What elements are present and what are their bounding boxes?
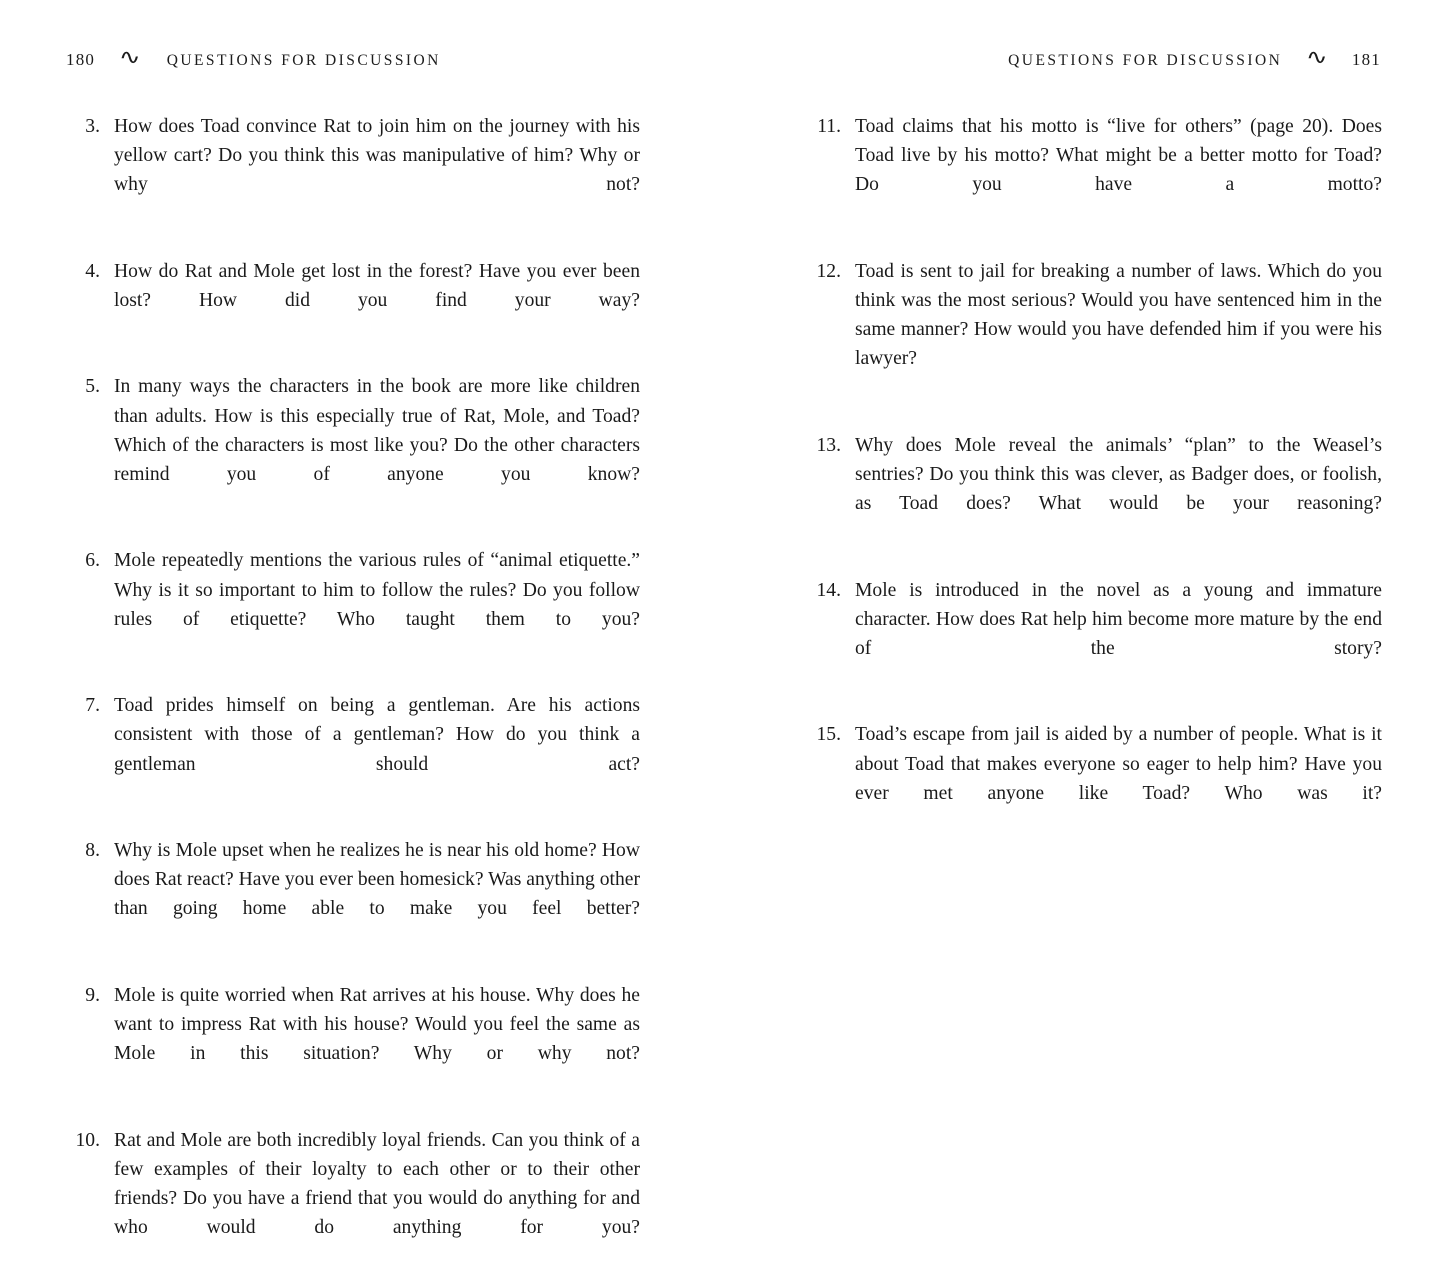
- question-number: 5.: [85, 376, 100, 398]
- page-column-verso: [64, 112, 640, 1272]
- list-item: [805, 112, 1382, 229]
- question-text: Toad is sent to jail for breaking a number of laws. Which do you think was the most serious? Would you have sentenced him in the same manner? How would you have defended him if you were his lawyer?: [855, 260, 1382, 370]
- question-list-verso: [64, 112, 640, 1272]
- list-item: [64, 1126, 640, 1272]
- question-text: Why is Mole upset when he realizes he is near his old home? How does Rat react? Have you ever been homesick? Was anything other than going home able to make you feel better?: [114, 840, 640, 920]
- list-item: [64, 372, 640, 518]
- question-number: 10.: [75, 1129, 100, 1151]
- list-item: [805, 720, 1382, 837]
- question-text: How does Toad convince Rat to join him on the journey with his yellow cart? Do you think this was manipulative of him? Why or why not?: [114, 116, 640, 196]
- list-item: [64, 257, 640, 345]
- question-text: Toad prides himself on being a gentleman. Are his actions consistent with those of a gentleman? How do you think a gentleman should act?: [114, 695, 640, 775]
- question-number: 14.: [816, 579, 841, 601]
- question-text: Why does Mole reveal the animals’ “plan” to the Weasel’s sentries? Do you think this was clever, as Badger does, or foolish, as Toad does? What would be your reasoning?: [855, 434, 1382, 515]
- folio-number-recto: 181: [1351, 50, 1381, 69]
- list-item: [805, 257, 1382, 403]
- question-number: 6.: [85, 550, 100, 572]
- question-number: 8.: [85, 840, 100, 862]
- running-head-title-recto: QUESTIONS FOR DISCUSSION: [1008, 52, 1283, 69]
- question-number: 7.: [85, 695, 100, 717]
- question-text: Toad claims that his motto is “live for others” (page 20). Does Toad live by his motto? What might be a better motto for Toad? Do you have a motto?: [855, 116, 1382, 196]
- question-text: Mole is introduced in the novel as a young and immature character. How does Rat help him become more mature by the end of the story?: [855, 579, 1382, 660]
- question-number: 15.: [816, 724, 841, 746]
- running-head-verso: [66, 45, 441, 69]
- question-text: In many ways the characters in the book are more like children than adults. How is this especially true of Rat, Mole, and Toad? Which of the characters is most like you? Do the other characters remind you of anyone you know?: [114, 376, 640, 486]
- question-text: How do Rat and Mole get lost in the forest? Have you ever been lost? How did you find your way?: [114, 260, 640, 312]
- question-text: Rat and Mole are both incredibly loyal friends. Can you think of a few examples of their loyalty to each other or to their other friends? Do you have a friend that you would do anything for and who would do anything for you?: [114, 1129, 640, 1239]
- swash-ornament-icon: ∿: [118, 45, 141, 69]
- running-head-title-verso: QUESTIONS FOR DISCUSSION: [166, 52, 441, 69]
- folio-number-verso: 180: [66, 50, 96, 69]
- list-item: [64, 691, 640, 808]
- question-text: Toad’s escape from jail is aided by a number of people. What is it about Toad that makes everyone so eager to help him? Have you ever met anyone like Toad? Who was it?: [855, 724, 1382, 804]
- list-item: [64, 981, 640, 1098]
- list-item: [64, 546, 640, 663]
- list-item: [64, 836, 640, 953]
- question-number: 12.: [816, 260, 841, 282]
- running-head-recto: [1008, 45, 1381, 69]
- swash-ornament-icon: ∿: [1306, 45, 1329, 69]
- question-number: 3.: [85, 116, 100, 137]
- question-number: 13.: [816, 434, 841, 456]
- question-text: Mole repeatedly mentions the various rules of “animal etiquette.” Why is it so important to him to follow the rules? Do you follow rules of etiquette? Who taught them to you?: [114, 550, 640, 630]
- list-item: [805, 431, 1382, 548]
- list-item: [805, 576, 1382, 693]
- page-column-recto: [805, 112, 1382, 837]
- question-number: 4.: [85, 260, 100, 282]
- question-text: Mole is quite worried when Rat arrives at his house. Why does he want to impress Rat with his house? Would you feel the same as Mole in this situation? Why or why not?: [114, 984, 640, 1065]
- question-list-recto: [805, 112, 1382, 837]
- list-item: [64, 112, 640, 229]
- question-number: 11.: [817, 116, 841, 137]
- question-number: 9.: [85, 984, 100, 1006]
